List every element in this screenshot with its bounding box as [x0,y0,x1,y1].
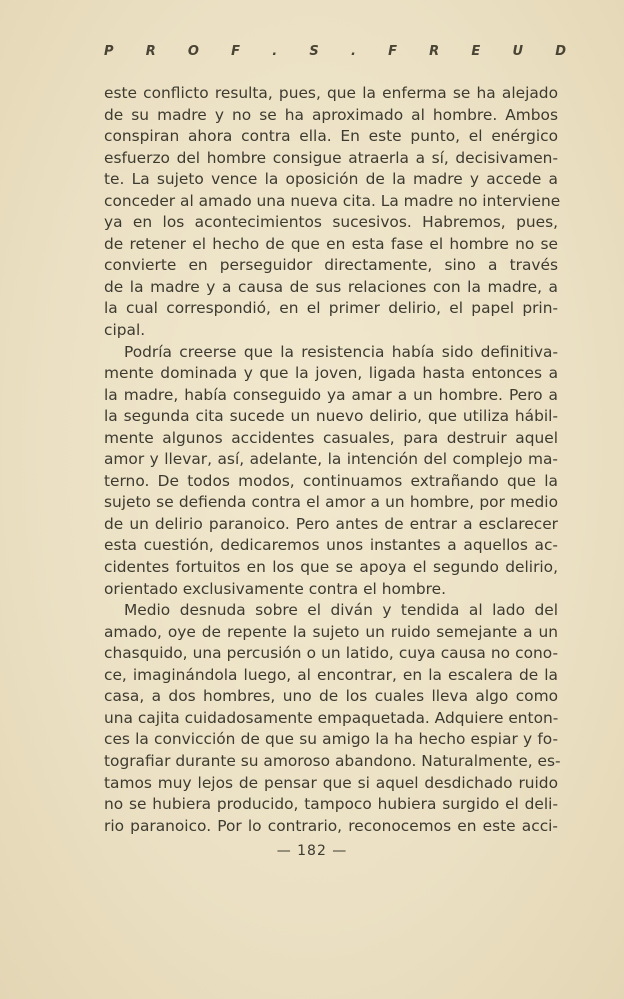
text-line: terno. De todos modos, continuamos extrañando que la [104,471,558,490]
text-line: te. La sujeto vence la oposición de la madre y accede a [104,170,558,189]
text-line: conceder al amado una nueva cita. La madre no interviene [104,191,561,210]
running-head-letter: D [555,44,566,59]
running-head [104,44,566,59]
running-head-letter: E [471,44,481,59]
text-line: la segunda cita sucede un nuevo delirio, que utiliza hábil- [104,407,558,426]
text-line: de su madre y no se ha aproximado al hombre. Ambos [104,105,558,124]
text-line: Medio desnuda sobre el diván y tendida al lado del [124,601,558,620]
text-line: no se hubiera producido, tampoco hubiera surgido el deli- [104,795,558,814]
running-head-letter: R [429,44,440,59]
text-line: tamos muy lejos de pensar que si aquel desdichado ruido [104,773,558,792]
running-head-letter: P [104,44,114,59]
text-line: una cajita cuidadosamente empaquetada. Adquiere enton- [104,708,559,727]
text-line: sujeto se defienda contra el amor a un hombre, por medio [104,493,558,512]
text-line: esfuerzo del hombre consigue atraerla a sí, decisivamen- [104,148,558,167]
running-head-letter: S [309,44,319,59]
text-line: ces la convicción de que su amigo la ha hecho espiar y fo- [104,730,558,749]
text-line: chasquido, una percusión o un latido, cuya causa no cono- [104,644,558,663]
running-head-letter: F [231,44,241,59]
text-line: mente algunos accidentes casuales, para destruir aquel [104,428,558,447]
text-line: de retener el hecho de que en esta fase el hombre no se [104,234,558,253]
text-line: tografiar durante su amoroso abandono. Naturalmente, es- [104,751,561,770]
text-line: cipal. [104,321,146,340]
running-head-letter: . [272,44,278,59]
text-line: amado, oye de repente la sujeto un ruido semejante a un [104,622,558,641]
text-line: convierte en perseguidor directamente, sino a través [104,256,558,275]
running-head-letter: . [350,44,356,59]
running-head-letter: U [512,44,524,59]
page-number: — 182 — [276,843,348,859]
running-head-letter: O [187,44,199,59]
text-line: la madre, había conseguido ya amar a un hombre. Pero a [104,385,558,404]
text-line: amor y llevar, así, adelante, la intención del complejo ma- [104,450,558,469]
text-line: Podría creerse que la resistencia había sido definitiva- [124,342,558,361]
text-line: ce, imaginándola luego, al encontrar, en la escalera de la [104,665,558,684]
text-line: la cual correspondió, en el primer delirio, el papel prin- [104,299,558,318]
text-line: este conflicto resulta, pues, que la enferma se ha alejado [104,84,558,102]
running-head-letter: F [388,44,397,59]
text-line: cidentes fortuitos en los que se apoya el segundo delirio, [104,558,558,577]
text-line: casa, a dos hombres, uno de los cuales lleva algo como [104,687,558,706]
text-line: conspiran ahora contra ella. En este punto, el enérgico [104,127,558,146]
body-text [104,83,561,837]
text-line: ya en los acontecimientos sucesivos. Habremos, pues, [104,213,558,232]
text-line: rio paranoico. Por lo contrario, reconocemos en este acci- [104,816,558,835]
text-line: de un delirio paranoico. Pero antes de entrar a esclarecer [104,514,558,533]
running-head-letter: R [145,44,156,59]
text-line: orientado exclusivamente contra el hombre. [104,579,446,598]
text-line: de la madre y a causa de sus relaciones con la madre, a [104,277,558,296]
text-line: mente dominada y que la joven, ligada hasta entonces a [104,364,558,383]
text-line: esta cuestión, dedicaremos unos instantes a aquellos ac- [104,536,558,555]
